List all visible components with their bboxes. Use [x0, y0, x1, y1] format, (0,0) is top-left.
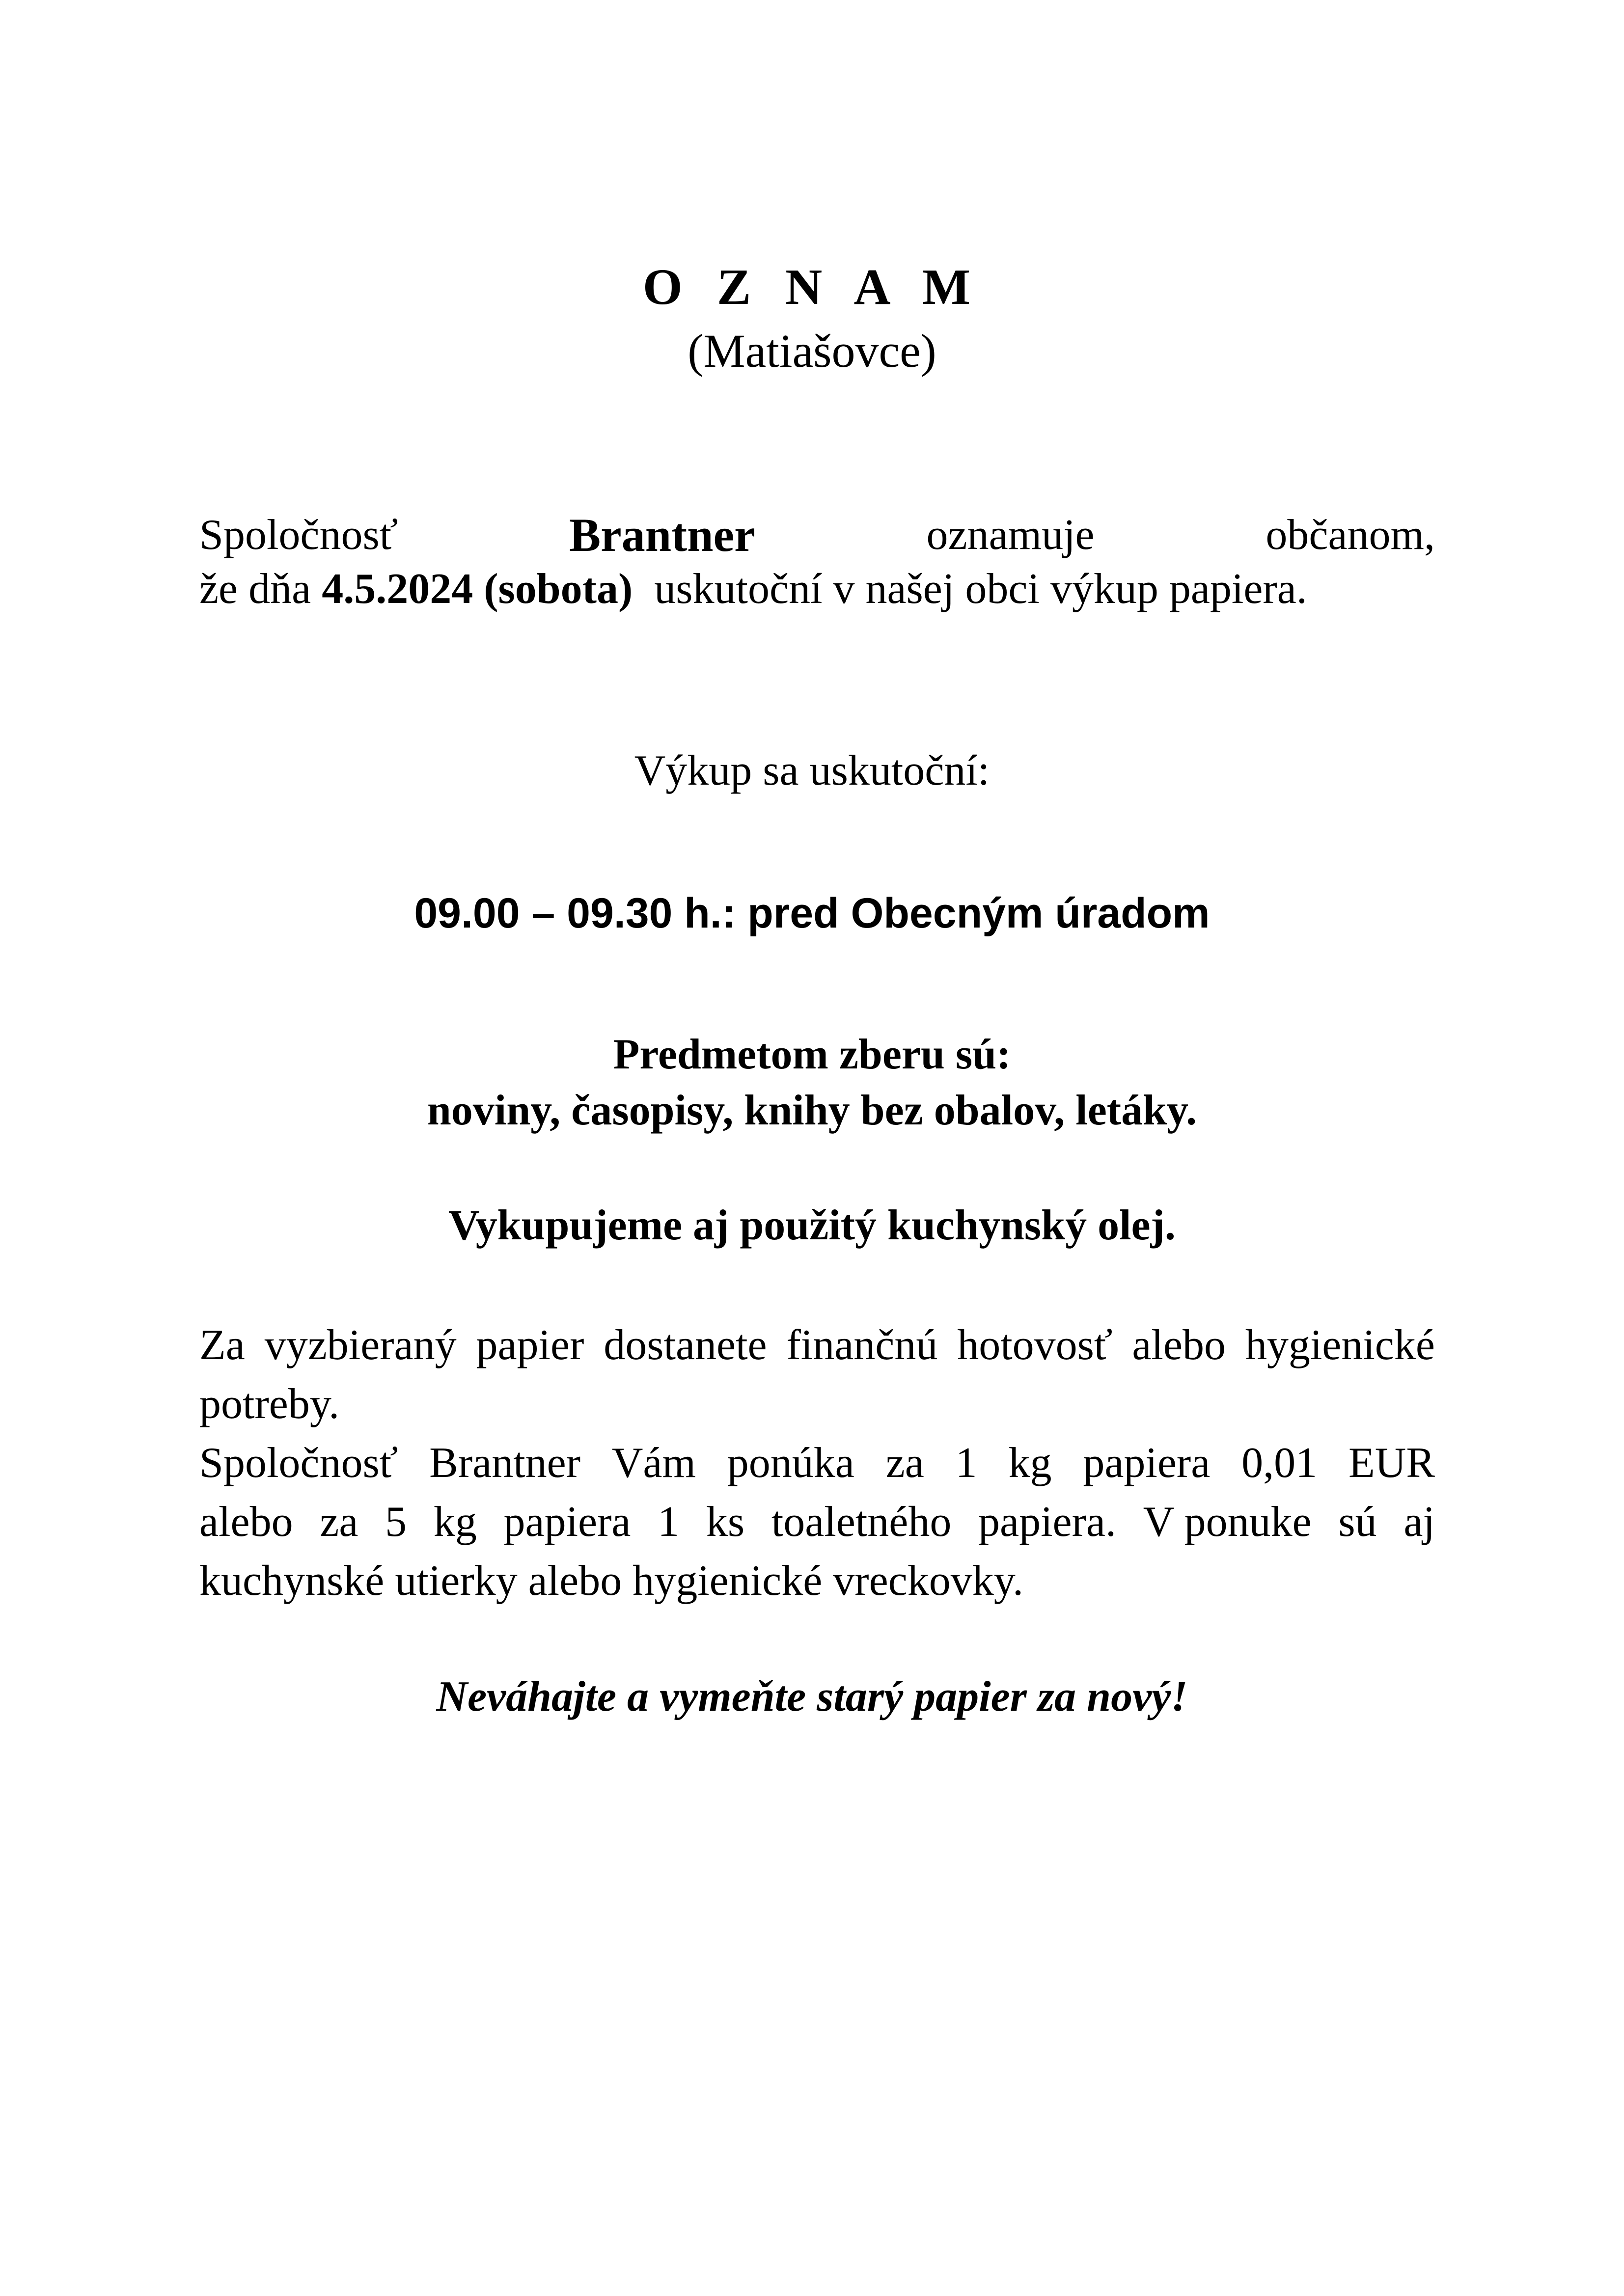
word: Za [199, 1321, 245, 1369]
word: Spoločnosť [199, 1439, 398, 1487]
word: EUR [1348, 1439, 1435, 1487]
details-line-2: potreby. [199, 1380, 340, 1428]
word: papiera [503, 1498, 631, 1546]
word: 1 [955, 1439, 977, 1487]
word: kg [433, 1498, 477, 1546]
word: papier [476, 1321, 584, 1369]
intro-suffix: uskutoční v našej obci výkup papiera. [633, 565, 1307, 613]
closing-slogan: Neváhajte a vymeňte starý papier za nový! [436, 1673, 1188, 1721]
intro-prefix: že dňa [199, 565, 322, 613]
collection-items: noviny, časopisy, knihy bez obalov, letáky. [427, 1087, 1197, 1134]
word: alebo [199, 1498, 293, 1546]
word: hygienické [1245, 1321, 1435, 1369]
word: Brantner [429, 1439, 581, 1487]
word: 0,01 [1241, 1439, 1318, 1487]
oil-note: Vykupujeme aj použitý kuchynský olej. [448, 1202, 1176, 1249]
schedule-heading: Výkup sa uskutoční: [634, 747, 990, 794]
word: aj [1404, 1498, 1435, 1546]
village-name: (Matiašovce) [688, 325, 936, 377]
word: alebo [1132, 1321, 1226, 1369]
word: 1 [658, 1498, 680, 1546]
details-paragraph [199, 1316, 1435, 1611]
event-day: (sobota) [484, 565, 633, 613]
word: sú [1338, 1498, 1377, 1546]
word: papiera [1083, 1439, 1211, 1487]
details-line-3 [199, 1434, 1435, 1493]
word: toaletného [771, 1498, 952, 1546]
collection-heading: Predmetom zberu sú: [613, 1031, 1011, 1078]
notice-title: O Z N A M [642, 259, 982, 315]
details-line-5: kuchynské utierky alebo hygienické vreckovky. [199, 1557, 1023, 1605]
word: za [320, 1498, 358, 1546]
schedule-time-location: 09.00 – 09.30 h.: pred Obecným úradom [414, 890, 1210, 937]
intro-line-1 [199, 506, 1435, 565]
word: V ponuke [1143, 1498, 1312, 1546]
intro-word: Spoločnosť [199, 511, 398, 559]
word: papiera. [978, 1498, 1116, 1546]
intro-word: oznamuje [926, 511, 1095, 559]
word: kg [1008, 1439, 1052, 1487]
details-line-1 [199, 1316, 1435, 1375]
word: 5 [385, 1498, 407, 1546]
company-name: Brantner [569, 509, 755, 561]
word: za [885, 1439, 924, 1487]
word: ks [706, 1498, 745, 1546]
word: ponúka [727, 1439, 854, 1487]
intro-word: občanom, [1266, 511, 1435, 559]
word: dostanete [604, 1321, 767, 1369]
intro-line-2 [199, 560, 1307, 619]
word: hotovosť [957, 1321, 1113, 1369]
word: vyzbieraný [264, 1321, 457, 1369]
details-line-4 [199, 1493, 1435, 1552]
word: Vám [611, 1439, 696, 1487]
word: finančnú [786, 1321, 938, 1369]
event-date: 4.5.2024 [322, 565, 473, 613]
